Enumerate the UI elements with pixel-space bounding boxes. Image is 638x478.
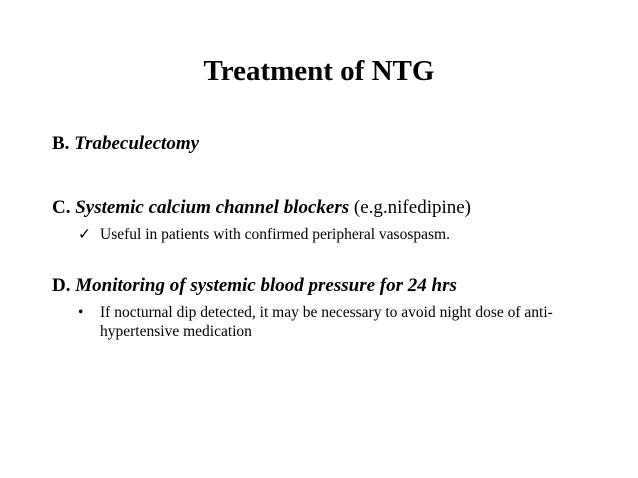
bullet-icon: • [78,304,84,321]
item-suffix: (e.g.nifedipine) [353,197,472,218]
slide-title: Treatment of NTG [203,55,435,87]
item-calcium-channel-blockers [52,196,471,220]
item-heading: Monitoring of systemic blood pressure for 24 hrs [75,275,457,296]
item-trabeculectomy [52,132,199,156]
checkmark-icon: ✓ [78,226,91,243]
bullet-text: Useful in patients with confirmed peripheral vasospasm. [100,226,450,243]
item-letter: B. [52,133,70,154]
item-heading: Trabeculectomy [74,133,200,154]
item-letter: D. [52,275,71,296]
bullet-nocturnal-dip [78,303,598,341]
item-letter: C. [52,197,71,218]
bullet-vasospasm [78,225,598,244]
item-blood-pressure-monitoring [52,274,457,298]
bullet-text: If nocturnal dip detected, it may be necessary to avoid night dose of anti-hypertensive medication [100,304,553,340]
item-heading: Systemic calcium channel blockers [75,197,350,218]
